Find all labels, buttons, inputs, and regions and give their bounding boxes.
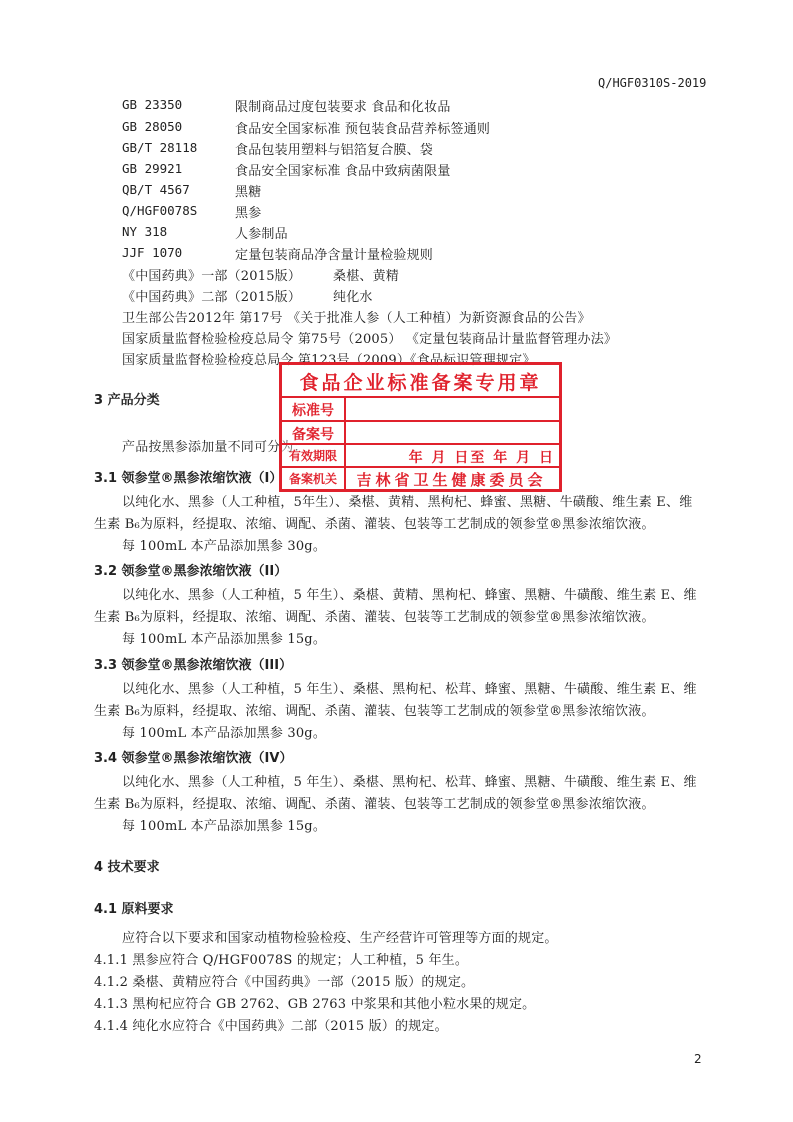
reference-title: 食品安全国家标准 食品中致病菌限量	[235, 164, 451, 179]
notice-line: 国家质量监督检验检疫总局令 第123号（2009）《食品标识管理规定》	[122, 353, 536, 368]
amount-line: 每 100mL 本产品添加黑参 30g。	[122, 726, 327, 741]
reference-code: GB/T 28118	[122, 140, 198, 155]
notice-line: 卫生部公告2012年 第17号 《关于批准人参（人工种植）为新资源食品的公告》	[122, 311, 591, 326]
section-intro: 产品按黑参添加量不同可分为：	[122, 440, 307, 455]
reference-code: GB 23350	[122, 97, 183, 112]
reference-code: GB 28050	[122, 119, 183, 134]
paragraph-line: 生素 B₆为原料，经提取、浓缩、调配、杀菌、灌装、包装等工艺制成的领参堂®黑参浓缩饮液。	[94, 704, 655, 719]
pharmacopoeia-ref: 《中国药典》二部（2015版）	[122, 290, 302, 305]
paragraph-line: 以纯化水、黑参（人工种植，5 年生）、桑椹、黑枸杞、松茸、蜂蜜、黑糖、牛磺酸、维生素 E、维	[122, 682, 697, 697]
reference-code: GB 29921	[122, 161, 183, 176]
notice-line: 国家质量监督检验检疫总局令 第75号（2005） 《定量包装商品计量监督管理办法》	[122, 332, 618, 347]
reference-title: 黑参	[235, 206, 262, 221]
subsection-heading: 3.4 领参堂®黑参浓缩饮液（IV）	[94, 751, 293, 766]
pharmacopoeia-items: 桑椹、黄精	[333, 269, 400, 284]
requirement-item: 4.1.2 桑椹、黄精应符合《中国药典》一部（2015 版）的规定。	[94, 975, 475, 990]
paragraph-line: 以纯化水、黑参（人工种植，5年生）、桑椹、黄精、黑枸杞、蜂蜜、黑糖、牛磺酸、维生素 E、维	[122, 495, 693, 510]
section-heading: 3 产品分类	[94, 393, 160, 408]
section-intro: 应符合以下要求和国家动植物检验检疫、生产经营许可管理等方面的规定。	[122, 931, 558, 946]
page-number: 2	[694, 1052, 702, 1066]
stamp-label-agency: 备案机关	[288, 472, 337, 486]
subsection-heading: 3.2 领参堂®黑参浓缩饮液（II）	[94, 564, 288, 579]
paragraph-line: 生素 B₆为原料，经提取、浓缩、调配、杀菌、灌装、包装等工艺制成的领参堂®黑参浓缩饮液。	[94, 797, 655, 812]
reference-title: 限制商品过度包装要求 食品和化妆品	[235, 100, 451, 115]
amount-line: 每 100mL 本产品添加黑参 15g。	[122, 819, 327, 834]
document-code: Q/HGF0310S-2019	[598, 76, 707, 90]
paragraph-line: 以纯化水、黑参（人工种植，5 年生）、桑椹、黑枸杞、松茸、蜂蜜、黑糖、牛磺酸、维生素 E、维	[122, 775, 697, 790]
subsection-heading: 3.3 领参堂®黑参浓缩饮液（III）	[94, 658, 293, 673]
paragraph-line: 生素 B₆为原料，经提取、浓缩、调配、杀菌、灌装、包装等工艺制成的领参堂®黑参浓缩饮液。	[94, 517, 655, 532]
requirement-item: 4.1.1 黑参应符合 Q/HGF0078S 的规定；人工种植，5 年生。	[94, 953, 469, 968]
stamp-agency: 吉林省卫生健康委员会	[356, 471, 547, 489]
stamp-validity-date: 年 月 日至 年 月 日	[408, 450, 555, 466]
amount-line: 每 100mL 本产品添加黑参 30g。	[122, 539, 327, 554]
requirement-item: 4.1.3 黑枸杞应符合 GB 2762、GB 2763 中浆果和其他小粒水果的规定。	[94, 997, 536, 1012]
reference-title: 定量包装商品净含量计量检验规则	[235, 248, 434, 263]
amount-line: 每 100mL 本产品添加黑参 15g。	[122, 632, 327, 647]
filing-stamp	[279, 362, 562, 492]
reference-title: 人参制品	[235, 227, 288, 242]
reference-title: 黑糖	[235, 185, 262, 200]
paragraph-line: 生素 B₆为原料，经提取、浓缩、调配、杀菌、灌装、包装等工艺制成的领参堂®黑参浓缩饮液。	[94, 610, 655, 625]
reference-code: JJF 1070	[122, 245, 183, 260]
stamp-label-validity: 有效期限	[288, 449, 337, 463]
reference-code: NY 318	[122, 224, 168, 239]
pharmacopoeia-items: 纯化水	[333, 290, 373, 305]
reference-code: Q/HGF0078S	[122, 203, 198, 218]
subsection-heading: 4.1 原料要求	[94, 902, 174, 917]
subsection-heading: 3.1 领参堂®黑参浓缩饮液（I）	[94, 471, 283, 486]
stamp-label-standard-no: 标准号	[292, 403, 334, 419]
stamp-label-filing-no: 备案号	[292, 427, 334, 443]
reference-title: 食品包装用塑料与铝箔复合膜、袋	[235, 143, 434, 158]
paragraph-line: 以纯化水、黑参（人工种植，5 年生）、桑椹、黄精、黑枸杞、蜂蜜、黑糖、牛磺酸、维生素 E、维	[122, 588, 697, 603]
reference-title: 食品安全国家标准 预包装食品营养标签通则	[235, 122, 491, 137]
section-heading: 4 技术要求	[94, 860, 160, 875]
reference-code: QB/T 4567	[122, 182, 190, 197]
stamp-title: 食品企业标准备案专用章	[299, 372, 542, 394]
pharmacopoeia-ref: 《中国药典》一部（2015版）	[122, 269, 302, 284]
requirement-item: 4.1.4 纯化水应符合《中国药典》二部（2015 版）的规定。	[94, 1019, 448, 1034]
